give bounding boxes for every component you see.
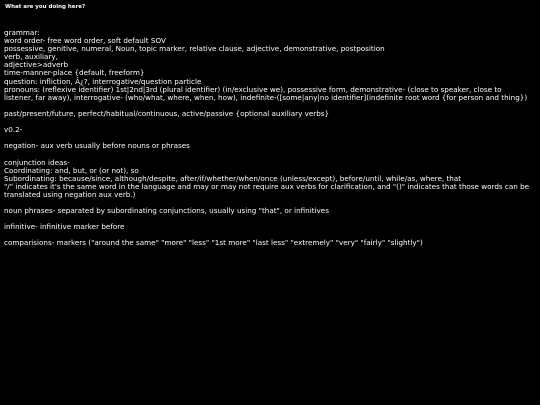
tense-line: past/present/future, perfect/habitual/continuous, active/passive {optional auxiliary verbs}	[4, 108, 330, 118]
grammar-heading: grammar:	[4, 28, 40, 37]
pronouns-paragraph: pronouns: (reflexive identifier) 1st|2nd|3rd (plural identifier) (in/exclusive we), possessive form, demonstrative- (close to speaker, close to listener, far away), interrogative- (who/what, where, when, how), indefinite-([some|any|no identifier](indefinite root word {for person and thing})	[4, 84, 528, 102]
spacer	[4, 150, 531, 158]
negation-line: negation- aux verb usually before nouns or phrases	[4, 141, 190, 151]
possessive-line: possessive, genitive, numeral, Noun, topic marker, relative clause, adjective, demonstrative, postposition	[4, 44, 385, 54]
coordinating-line: Coordinating: and, but, or (or not), so	[4, 165, 139, 175]
noun-phrases-line: noun phrases- separated by subordinating conjunctions, usually using "that", or infinitives	[4, 206, 329, 216]
verb-line: verb, auxiliary,	[4, 52, 58, 62]
version-line: v0.2-	[4, 125, 23, 135]
conjunction-note: "/" indicates it's the same word in the language and may or may not require aux verbs for clarification, and "()" indicates that those words can be translated using negation aux verb.)	[4, 181, 530, 199]
comparisons-line: comparisions- markers ("around the same" "more" "less" "1st more" "last less" "extremely" "very" "fairly" "slightly")	[4, 238, 423, 248]
subordinating-line: Subordinating: because/since, although/despite, after/if/whether/when/once (unless/except), before/until, while/as, where, that	[4, 173, 462, 183]
infinitive-line: infinitive- infinitive marker before	[4, 222, 125, 232]
word-order-line: word order- free word order, soft default SOV	[4, 36, 166, 46]
conjunction-heading: conjunction ideas-	[4, 157, 70, 167]
spacer	[4, 118, 531, 126]
question-line: question: infliction, Â¿?, interrogative/question particle	[4, 76, 202, 86]
document-body	[4, 29, 531, 248]
page-title: What are you doing here?	[5, 4, 86, 10]
adjective-line: adjective>adverb	[4, 60, 69, 70]
time-manner-place-line: time-manner-place {default, freeform}	[4, 68, 145, 78]
